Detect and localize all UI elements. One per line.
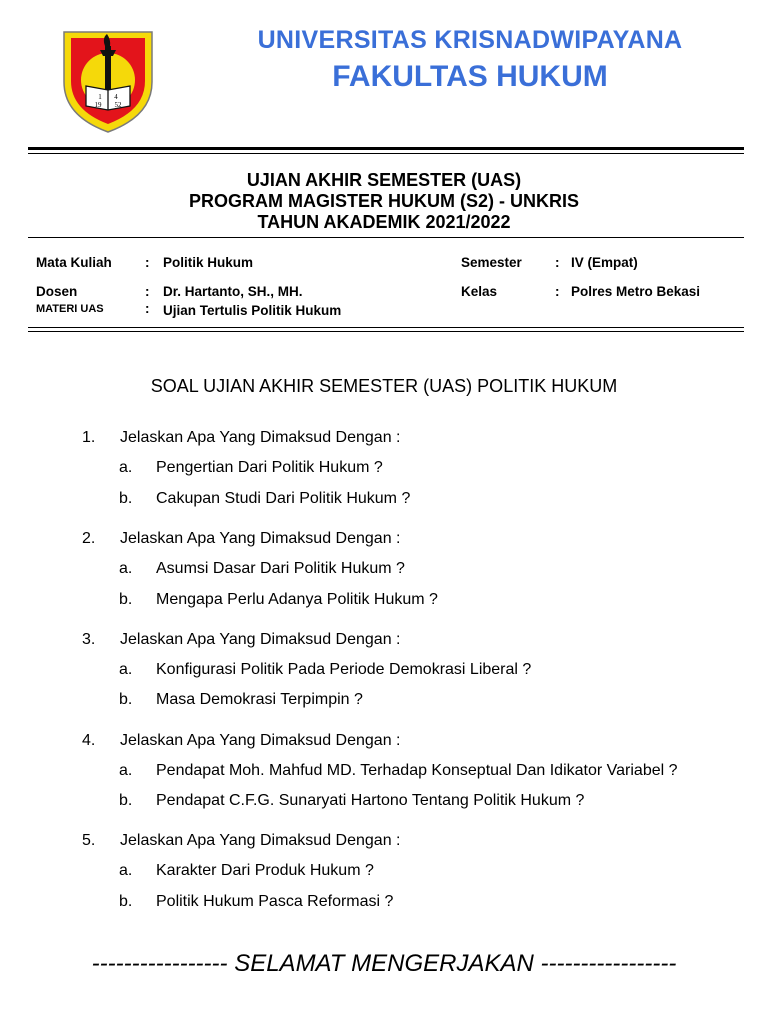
- exam-title: [0, 170, 768, 233]
- semester-value: IV (Empat): [571, 255, 638, 270]
- question-number: 3.: [82, 631, 96, 648]
- question-4: [82, 731, 400, 751]
- question-1: [82, 428, 400, 448]
- sub-text: Pendapat C.F.G. Sunaryati Hartono Tentang Politik Hukum ?: [156, 792, 585, 809]
- sub-text: Karakter Dari Produk Hukum ?: [156, 862, 374, 879]
- exam-title-line3: TAHUN AKADEMIK 2021/2022: [257, 212, 511, 232]
- meta-divider-top: [28, 237, 744, 238]
- question-3b: [119, 690, 363, 710]
- sub-text: Pengertian Dari Politik Hukum ?: [156, 459, 383, 476]
- course-value: Politik Hukum: [163, 255, 254, 270]
- question-text: Jelaskan Apa Yang Dimaksud Dengan :: [120, 631, 401, 648]
- course-colon: :: [145, 255, 150, 270]
- semester-label: Semester: [461, 255, 522, 270]
- closing-message: ----------------- SELAMAT MENGERJAKAN -----------------: [91, 950, 677, 977]
- material-value: Ujian Tertulis Politik Hukum: [163, 303, 342, 318]
- question-number: 2.: [82, 530, 96, 547]
- question-number: 4.: [82, 732, 96, 749]
- question-text: Jelaskan Apa Yang Dimaksud Dengan :: [120, 429, 401, 446]
- question-5b: [119, 892, 393, 912]
- question-text: Jelaskan Apa Yang Dimaksud Dengan :: [120, 832, 401, 849]
- class-colon: :: [555, 284, 560, 299]
- material-label: MATERI UAS: [36, 303, 104, 315]
- sub-text: Mengapa Perlu Adanya Politik Hukum ?: [156, 591, 438, 608]
- sub-text: Pendapat Moh. Mahfud MD. Terhadap Konseptual Dan Idikator Variabel ?: [156, 762, 678, 779]
- svg-text:52: 52: [114, 101, 122, 109]
- question-2: [82, 529, 400, 549]
- meta-divider-bottom: [28, 327, 744, 328]
- sub-letter: b.: [119, 490, 133, 507]
- question-text: Jelaskan Apa Yang Dimaksud Dengan :: [120, 732, 401, 749]
- sub-letter: b.: [119, 591, 133, 608]
- section-title: SOAL UJIAN AKHIR SEMESTER (UAS) POLITIK HUKUM: [150, 376, 618, 396]
- question-1b: [119, 489, 410, 509]
- class-value: Polres Metro Bekasi: [571, 284, 701, 299]
- question-5a: [119, 861, 374, 881]
- lecturer-value: Dr. Hartanto, SH., MH.: [163, 284, 303, 299]
- svg-text:4: 4: [114, 93, 118, 101]
- sub-letter: a.: [119, 560, 133, 577]
- exam-title-line1: UJIAN AKHIR SEMESTER (UAS): [246, 170, 522, 190]
- class-label: Kelas: [461, 284, 498, 299]
- question-2b: [119, 590, 438, 610]
- sub-text: Masa Demokrasi Terpimpin ?: [156, 691, 363, 708]
- sub-text: Asumsi Dasar Dari Politik Hukum ?: [156, 560, 405, 577]
- course-label: Mata Kuliah: [36, 255, 112, 270]
- question-number: 5.: [82, 832, 96, 849]
- university-name: UNIVERSITAS KRISNADWIPAYANA: [257, 26, 683, 54]
- header-divider-thick: [28, 147, 744, 150]
- svg-text:19: 19: [94, 101, 102, 109]
- faculty-name: FAKULTAS HUKUM: [332, 60, 608, 93]
- exam-title-line2: PROGRAM MAGISTER HUKUM (S2) - UNKRIS: [189, 191, 579, 211]
- question-5: [82, 831, 400, 851]
- sub-letter: a.: [119, 762, 133, 779]
- university-crest-icon: [58, 24, 158, 136]
- sub-letter: b.: [119, 792, 133, 809]
- material-colon: :: [145, 301, 150, 316]
- question-3a: [119, 660, 531, 680]
- meta-divider-bottom-2: [28, 331, 744, 332]
- header-divider-thin: [28, 153, 744, 154]
- sub-text: Konfigurasi Politik Pada Periode Demokrasi Liberal ?: [156, 661, 532, 678]
- sub-letter: b.: [119, 691, 133, 708]
- sub-letter: b.: [119, 893, 133, 910]
- question-2a: [119, 559, 405, 579]
- semester-colon: :: [555, 255, 560, 270]
- sub-text: Politik Hukum Pasca Reformasi ?: [156, 893, 394, 910]
- lecturer-label: Dosen: [36, 284, 78, 299]
- question-4b: [119, 791, 584, 811]
- question-number: 1.: [82, 429, 96, 446]
- question-3: [82, 630, 400, 650]
- svg-text:1: 1: [98, 93, 102, 101]
- sub-letter: a.: [119, 459, 133, 476]
- question-1a: [119, 458, 383, 478]
- question-text: Jelaskan Apa Yang Dimaksud Dengan :: [120, 530, 401, 547]
- question-4a: [119, 761, 678, 781]
- sub-text: Cakupan Studi Dari Politik Hukum ?: [156, 490, 411, 507]
- sub-letter: a.: [119, 862, 133, 879]
- sub-letter: a.: [119, 661, 133, 678]
- lecturer-colon: :: [145, 284, 150, 299]
